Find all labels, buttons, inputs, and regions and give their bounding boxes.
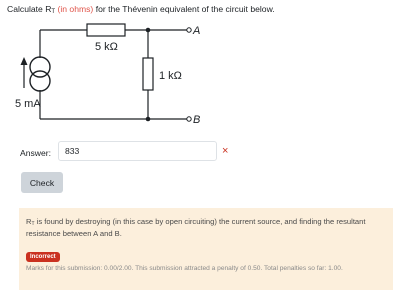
answer-label: Answer: bbox=[20, 148, 52, 158]
terminal-a bbox=[187, 28, 191, 32]
resistor-shunt bbox=[143, 58, 153, 90]
feedback-box bbox=[19, 208, 393, 290]
resistor-series-label: 5 kΩ bbox=[95, 41, 118, 53]
feedback-explanation bbox=[26, 216, 392, 240]
answer-input[interactable] bbox=[58, 141, 217, 161]
terminal-a-label: A bbox=[193, 25, 201, 37]
check-button[interactable]: Check bbox=[21, 172, 63, 193]
terminal-b-label: B bbox=[193, 114, 201, 126]
question-prefix: Calculate R bbox=[7, 4, 52, 14]
source-label: 5 mA bbox=[15, 98, 41, 110]
marks-text: Marks for this submission: 0.00/2.00. This submission attracted a penalty of 0.50. Total penalties so far: 1.00. bbox=[26, 265, 343, 272]
junction-bottom bbox=[146, 117, 151, 122]
circuit-diagram bbox=[0, 0, 393, 135]
junction-top bbox=[146, 28, 151, 33]
current-source bbox=[30, 57, 50, 91]
resistor-shunt-label: 1 kΩ bbox=[159, 70, 182, 82]
terminal-b bbox=[187, 117, 191, 121]
question-suffix: for the Thévenin equivalent of the circuit below. bbox=[93, 4, 275, 14]
question-subscript: T bbox=[51, 9, 56, 15]
feedback-rest: is found by destroying (in this case by open circuiting) the current source, and finding the resultant resistance between A and B. bbox=[26, 217, 366, 238]
source-arrow-icon bbox=[21, 57, 28, 88]
resistor-series bbox=[87, 24, 125, 36]
feedback-subscript: T bbox=[31, 221, 35, 227]
incorrect-cross-icon: × bbox=[222, 145, 229, 157]
question-unit-highlight: (in ohms) bbox=[57, 4, 94, 14]
feedback-prefix: R bbox=[26, 217, 32, 226]
incorrect-badge: Incorrect bbox=[26, 252, 60, 262]
